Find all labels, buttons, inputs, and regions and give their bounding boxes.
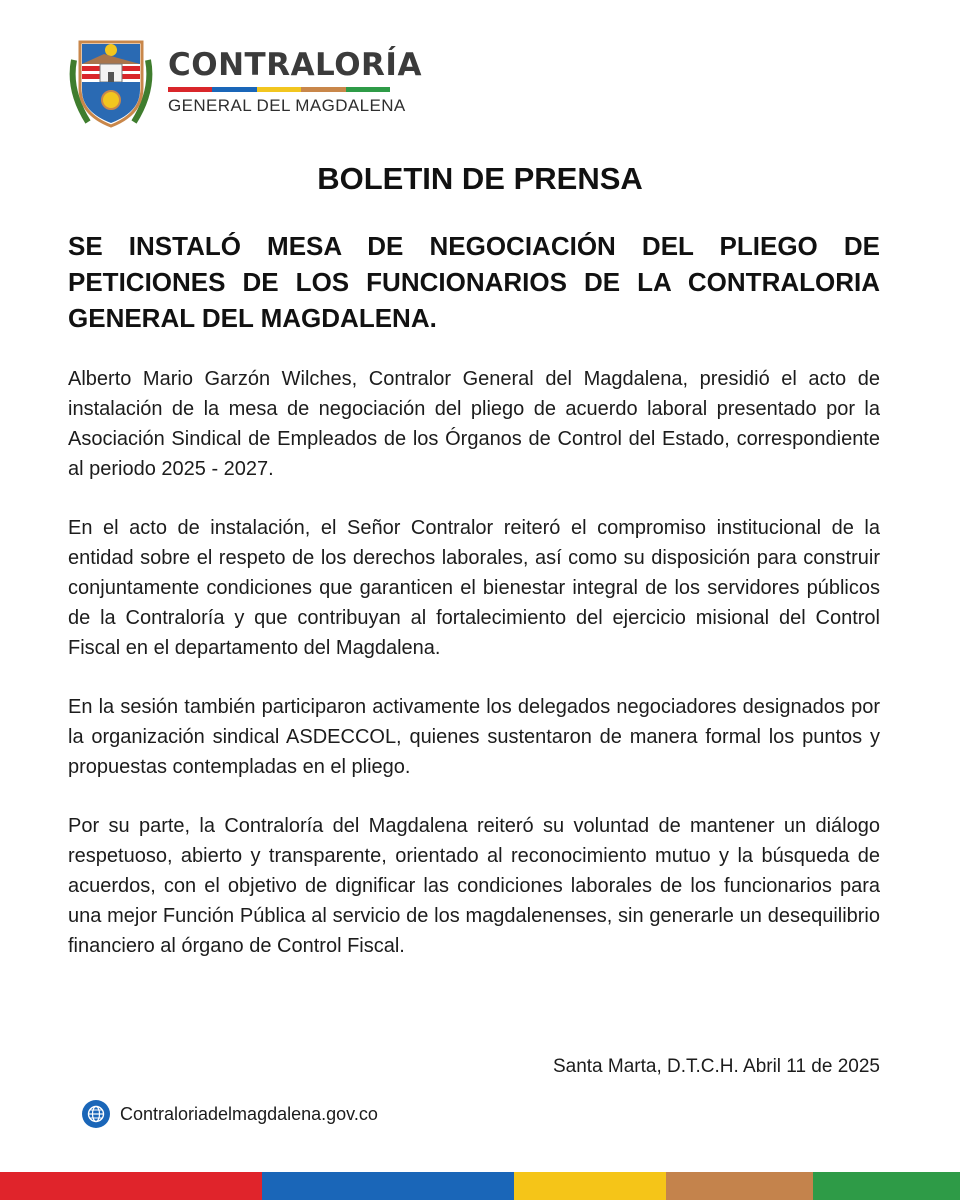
brand-subtitle: GENERAL DEL MAGDALENA [168,96,406,115]
brand-name: CONTRALORÍA [168,47,422,83]
document-body [68,364,880,990]
paragraph: Por su parte, la Contraloría del Magdalena reiteró su voluntad de mantener un diálogo respetuoso, abierto y transparente, orientado al reconocimiento mutuo y la búsqueda de acuerdos, con el objetivo de dignificar las condiciones laborales de los funcionarios para una mejor Función Pública al servicio de los magdalenenses, sin generarle un desequilibrio financiero al órgano de Control Fiscal. [68,815,880,957]
stripe-blue [212,87,256,92]
website-url[interactable]: Contraloriadelmagdalena.gov.co [120,1103,378,1124]
dateline: Santa Marta, D.T.C.H. Abril 11 de 2025 [552,1056,880,1077]
brand-logo [168,47,422,115]
stripe-brown [301,87,345,92]
document-title: BOLETIN DE PRENSA [317,161,643,196]
footer-bar-brown [666,1172,813,1200]
stripe-green [346,87,390,92]
coat-of-arms-icon [66,30,156,130]
website-link[interactable] [82,1100,378,1128]
globe-icon [82,1100,110,1128]
document-headline: SE INSTALÓ MESA DE NEGOCIACIÓN DEL PLIEGO DE PETICIONES DE LOS FUNCIONARIOS DE LA CONTRALORIA GENERAL DEL MAGDALENA. [68,231,880,333]
footer-bar-blue [262,1172,514,1200]
footer-color-bar [0,1172,960,1200]
footer-bar-red [0,1172,262,1200]
brand-color-stripe [168,87,390,92]
stripe-red [168,87,212,92]
header [66,30,466,130]
footer-bar-green [813,1172,960,1200]
paragraph: En el acto de instalación, el Señor Contralor reiteró el compromiso institucional de la entidad sobre el respeto de los derechos laborales, así como su disposición para construir conjuntamente condiciones que garanticen el bienestar integral de los servidores públicos de la Contraloría y que contribuyan al fortalecimiento del ejercicio misional del Control Fiscal en el departamento del Magdalena. [68,517,880,659]
paragraph: Alberto Mario Garzón Wilches, Contralor General del Magdalena, presidió el acto de instalación de la mesa de negociación del pliego de acuerdo laboral presentado por la Asociación Sindical de Empleados de los Órganos de Control del Estado, correspondiente al periodo 2025 - 2027. [68,368,880,480]
footer-bar-yellow [514,1172,666,1200]
paragraph: En la sesión también participaron activamente los delegados negociadores designados por la organización sindical ASDECCOL, quienes sustentaron de manera formal los puntos y propuestas contempladas en el pliego. [68,696,880,778]
stripe-yellow [257,87,301,92]
